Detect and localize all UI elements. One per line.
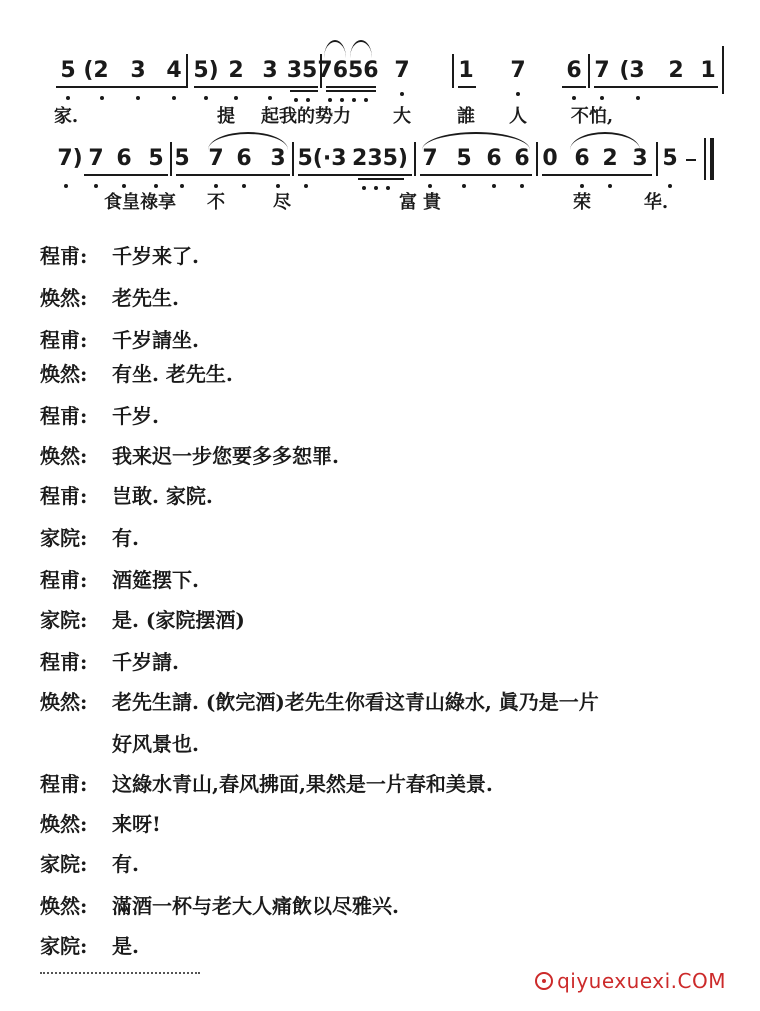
dialogue-line xyxy=(40,846,740,882)
note: 0 xyxy=(542,146,558,171)
octave-dot xyxy=(94,184,98,188)
octave-dot xyxy=(572,96,576,100)
octave-dot xyxy=(600,96,604,100)
note: 5) xyxy=(193,58,219,83)
bar-line xyxy=(292,142,294,176)
beam xyxy=(326,86,376,88)
dialogue-line xyxy=(40,602,740,638)
lyric: 起我的势力 xyxy=(261,106,351,127)
octave-dot xyxy=(122,184,126,188)
note: 3 xyxy=(270,146,286,171)
octave-dot xyxy=(328,98,332,102)
bar-line xyxy=(414,142,416,176)
bar-line xyxy=(452,54,454,88)
octave-dot xyxy=(374,186,378,190)
note: 6 xyxy=(514,146,530,171)
octave-dot xyxy=(386,186,390,190)
speech-text: 千岁. xyxy=(112,404,159,428)
speaker-name: 程甫: xyxy=(40,772,88,796)
lyric: 家. xyxy=(53,106,79,127)
dialogue-line xyxy=(40,438,740,474)
note: 4 xyxy=(166,58,182,83)
note: 7) xyxy=(57,146,83,171)
speech-text: 有坐. 老先生. xyxy=(112,362,233,386)
note: 6 xyxy=(486,146,502,171)
speech-text: 酒筵摆下. xyxy=(112,568,199,592)
beam xyxy=(594,86,718,88)
beam xyxy=(56,86,186,88)
lyric: 不怕, xyxy=(570,106,614,127)
beam xyxy=(562,86,586,88)
lyric: 荣 xyxy=(573,192,591,213)
octave-dot xyxy=(608,184,612,188)
octave-dot xyxy=(234,96,238,100)
note: 6 xyxy=(574,146,590,171)
beam xyxy=(84,174,168,176)
note: 7 xyxy=(422,146,438,171)
speech-text: 岂敢. 家院. xyxy=(112,484,213,508)
speaker-name: 家院: xyxy=(40,852,88,876)
dialogue-line xyxy=(40,238,740,274)
dialogue-line xyxy=(40,356,740,392)
note: 35 xyxy=(286,58,318,83)
lyric: 誰 xyxy=(457,106,475,127)
note: 6 xyxy=(236,146,252,171)
speaker-name: 焕然: xyxy=(40,894,88,918)
lyric: 提 xyxy=(217,106,235,127)
lyric: 华. xyxy=(643,192,669,213)
search-icon xyxy=(535,972,553,990)
octave-dot xyxy=(66,96,70,100)
octave-dot xyxy=(306,98,310,102)
lyric: 富 xyxy=(399,192,417,213)
octave-dot xyxy=(400,92,404,96)
dialogue-line xyxy=(40,562,740,598)
speaker-name: 焕然: xyxy=(40,690,88,714)
octave-dot xyxy=(492,184,496,188)
dialogue-line xyxy=(40,520,740,556)
speaker-name: 焕然: xyxy=(40,812,88,836)
speech-text: 是. xyxy=(112,934,139,958)
speaker-name: 程甫: xyxy=(40,484,88,508)
note: 7 xyxy=(394,58,410,83)
note: 3 xyxy=(130,58,146,83)
octave-dot xyxy=(580,184,584,188)
lyric: 食皇祿享 xyxy=(104,192,176,213)
dialogue-line xyxy=(40,684,740,720)
speech-text: 千岁請. xyxy=(112,650,179,674)
octave-dot xyxy=(668,184,672,188)
speaker-name: 程甫: xyxy=(40,328,88,352)
octave-dot xyxy=(362,186,366,190)
speech-text: 我来迟一步您要多多恕罪. xyxy=(112,444,339,468)
dialogue-line xyxy=(40,478,740,514)
note: 2 xyxy=(228,58,244,83)
octave-dot xyxy=(214,184,218,188)
dialogue-line xyxy=(40,322,740,358)
speaker-name: 程甫: xyxy=(40,404,88,428)
speech-text: 老先生. xyxy=(112,286,179,310)
note: 5 xyxy=(456,146,472,171)
octave-dot xyxy=(242,184,246,188)
score-line-1 xyxy=(0,28,760,138)
beam xyxy=(458,86,476,88)
note: 6 xyxy=(566,58,582,83)
beam xyxy=(194,86,318,88)
note: 5 xyxy=(148,146,164,171)
octave-dot xyxy=(428,184,432,188)
bar-line xyxy=(722,46,724,94)
speaker-name: 焕然: xyxy=(40,286,88,310)
speech-text: 来呀! xyxy=(112,812,161,836)
octave-dot xyxy=(268,96,272,100)
note: 6 xyxy=(116,146,132,171)
speaker-name: 程甫: xyxy=(40,244,88,268)
dialogue-line xyxy=(40,644,740,680)
bar-line xyxy=(186,54,188,88)
slur xyxy=(324,40,346,58)
octave-dot xyxy=(136,96,140,100)
note: 3 xyxy=(632,146,648,171)
speaker-name: 程甫: xyxy=(40,568,88,592)
note: 7 xyxy=(88,146,104,171)
bar-line xyxy=(656,142,658,176)
speech-text: 有. xyxy=(112,526,139,550)
note: 5 xyxy=(662,146,678,171)
beam xyxy=(290,90,318,92)
slur xyxy=(350,40,372,58)
speaker-name: 程甫: xyxy=(40,650,88,674)
dialogue-line xyxy=(40,280,740,316)
bar-line xyxy=(536,142,538,176)
speech-text: 千岁請坐. xyxy=(112,328,199,352)
octave-dot xyxy=(100,96,104,100)
lyric: 大 xyxy=(393,106,411,127)
note: 7 xyxy=(594,58,610,83)
beam xyxy=(358,178,404,180)
note: 1 xyxy=(458,58,474,83)
dialogue-line xyxy=(40,766,740,802)
beam xyxy=(420,174,532,176)
note: 7 xyxy=(208,146,224,171)
octave-dot xyxy=(304,184,308,188)
note: 7 xyxy=(510,58,526,83)
octave-dot xyxy=(520,184,524,188)
octave-dot xyxy=(516,92,520,96)
note: 5 xyxy=(60,58,76,83)
note: 3 xyxy=(262,58,278,83)
speaker-name: 家院: xyxy=(40,608,88,632)
beam xyxy=(326,90,376,92)
dialogue-line xyxy=(40,928,740,964)
note: 5 xyxy=(174,146,190,171)
dash xyxy=(686,159,696,161)
speech-text: 这綠水青山,春风拂面,果然是一片春和美景. xyxy=(112,772,493,796)
octave-dot xyxy=(352,98,356,102)
octave-dot xyxy=(364,98,368,102)
octave-dot xyxy=(204,96,208,100)
octave-dot xyxy=(180,184,184,188)
octave-dot xyxy=(154,184,158,188)
note: 2 xyxy=(668,58,684,83)
cut-off-text-fragment xyxy=(40,972,200,980)
note: 1 xyxy=(700,58,716,83)
beam xyxy=(176,174,290,176)
speech-text: 老先生請. (飲完酒)老先生你看这青山綠水, 眞乃是一片 xyxy=(112,690,599,714)
watermark xyxy=(535,969,726,993)
speech-text: 千岁来了. xyxy=(112,244,199,268)
octave-dot xyxy=(636,96,640,100)
lyric: 人 xyxy=(509,106,527,127)
note: (2 xyxy=(83,58,109,83)
final-bar-line xyxy=(710,138,714,180)
bar-line xyxy=(704,138,706,180)
note: (3 xyxy=(619,58,645,83)
note: 2 xyxy=(602,146,618,171)
octave-dot xyxy=(462,184,466,188)
speech-text: 有. xyxy=(112,852,139,876)
beam xyxy=(542,174,652,176)
speech-text: 是. (家院摆酒) xyxy=(112,608,245,632)
lyric: 不 xyxy=(207,192,225,213)
note: 235) xyxy=(352,146,408,171)
watermark-text: qiyuexuexi.COM xyxy=(557,969,726,993)
note: 5(·3 xyxy=(297,146,347,171)
bar-line xyxy=(588,54,590,88)
octave-dot xyxy=(172,96,176,100)
bar-line xyxy=(170,142,172,176)
beam xyxy=(298,174,412,176)
dialogue-line xyxy=(40,398,740,434)
speaker-name: 家院: xyxy=(40,526,88,550)
dialogue-line xyxy=(40,806,740,842)
dialogue-line xyxy=(40,888,740,924)
speaker-name: 焕然: xyxy=(40,444,88,468)
octave-dot xyxy=(64,184,68,188)
speech-text: 滿酒一杯与老大人痛飲以尽雅兴. xyxy=(112,894,399,918)
dialogue-continuation: 好风景也. xyxy=(112,732,199,756)
lyric: 尽 xyxy=(273,192,291,213)
speaker-name: 焕然: xyxy=(40,362,88,386)
octave-dot xyxy=(294,98,298,102)
score-line-2 xyxy=(0,138,760,228)
lyric: 貴 xyxy=(423,192,441,213)
octave-dot xyxy=(340,98,344,102)
speaker-name: 家院: xyxy=(40,934,88,958)
note: 7656 xyxy=(317,58,379,83)
octave-dot xyxy=(276,184,280,188)
